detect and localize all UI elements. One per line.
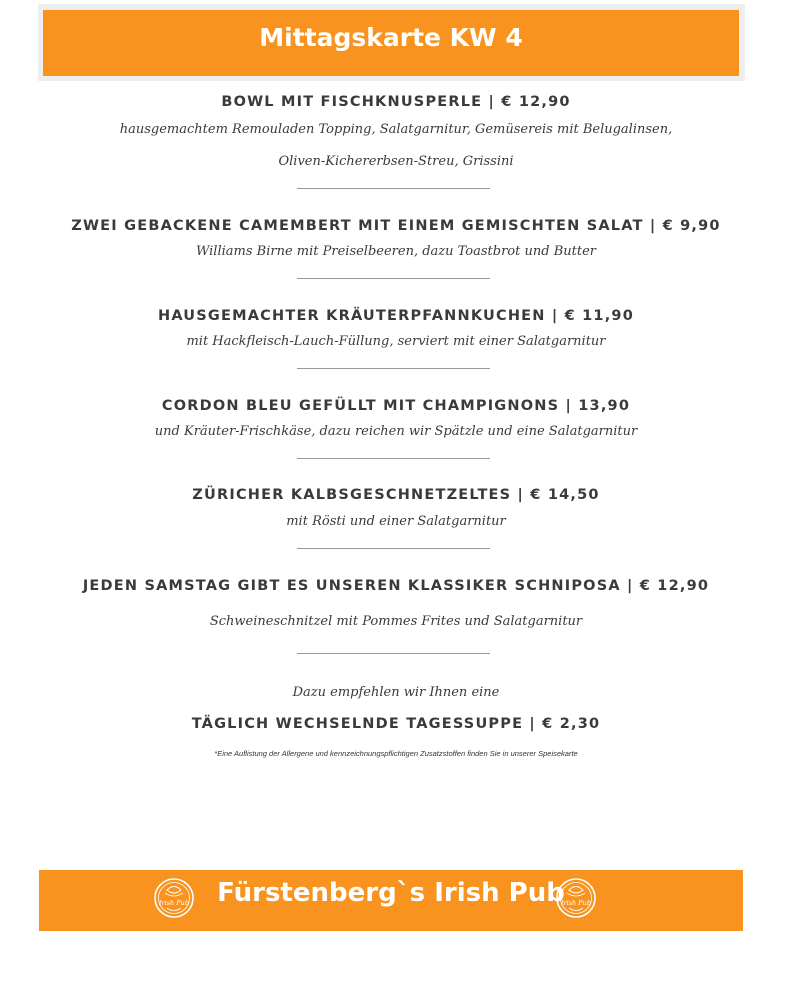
dish-description-geschnetzeltes: mit Rösti und einer Salatgarnitur xyxy=(286,514,506,529)
soup-intro: Dazu empfehlen wir Ihnen eine xyxy=(292,685,500,700)
divider xyxy=(297,368,490,369)
svg-text:Irish Pub: Irish Pub xyxy=(158,899,190,907)
dish-title-bowl: BOWL MIT FISCHKNUSPERLE | € 12,90 xyxy=(221,94,571,110)
dish-description-camembert: Williams Birne mit Preiselbeeren, dazu Toastbrot und Butter xyxy=(196,244,596,259)
footer-title: Fürstenberg`s Irish Pub xyxy=(217,878,565,908)
dish-title-geschnetzeltes: ZÜRICHER KALBSGESCHNETZELTES | € 14,50 xyxy=(192,487,600,503)
divider xyxy=(297,548,490,549)
footer-bar xyxy=(39,870,743,931)
allergen-note: *Eine Auflistung der Allergene und kennzeichnungspflichtigen Zusatzstoffen finden Sie in unserer Speisekarte xyxy=(214,749,578,758)
dish-description-kraeuterpfannkuchen: mit Hackfleisch-Lauch-Füllung, serviert mit einer Salatgarnitur xyxy=(186,334,606,349)
soup-title: TÄGLICH WECHSELNDE TAGESSUPPE | € 2,30 xyxy=(191,716,601,732)
divider xyxy=(297,188,490,189)
dish-description-cordon-bleu: und Kräuter-Frischkäse, dazu reichen wir Spätzle und eine Salatgarnitur xyxy=(154,424,638,439)
svg-text:Irish Pub: Irish Pub xyxy=(560,899,592,907)
dish-description-bowl-line1: hausgemachtem Remouladen Topping, Salatgarnitur, Gemüsereis mit Belugalinsen, xyxy=(119,122,673,137)
dish-description-bowl-line2: Oliven-Kichererbsen-Streu, Grissini xyxy=(278,154,514,169)
pub-logo-icon xyxy=(555,877,597,919)
dish-title-schniposa: JEDEN SAMSTAG GIBT ES UNSEREN KLASSIKER SCHNIPOSA | € 12,90 xyxy=(82,578,710,594)
dish-description-schniposa: Schweineschnitzel mit Pommes Frites und Salatgarnitur xyxy=(209,614,583,629)
header-bar xyxy=(43,10,739,76)
divider xyxy=(297,278,490,279)
divider xyxy=(297,653,490,654)
dish-title-camembert: ZWEI GEBACKENE CAMEMBERT MIT EINEM GEMISCHTEN SALAT | € 9,90 xyxy=(71,218,721,234)
divider xyxy=(297,458,490,459)
dish-title-kraeuterpfannkuchen: HAUSGEMACHTER KRÄUTERPFANNKUCHEN | € 11,90 xyxy=(157,308,634,324)
dish-title-cordon-bleu: CORDON BLEU GEFÜLLT MIT CHAMPIGNONS | 13,90 xyxy=(161,398,631,414)
page-title: Mittagskarte KW 4 xyxy=(259,22,523,52)
